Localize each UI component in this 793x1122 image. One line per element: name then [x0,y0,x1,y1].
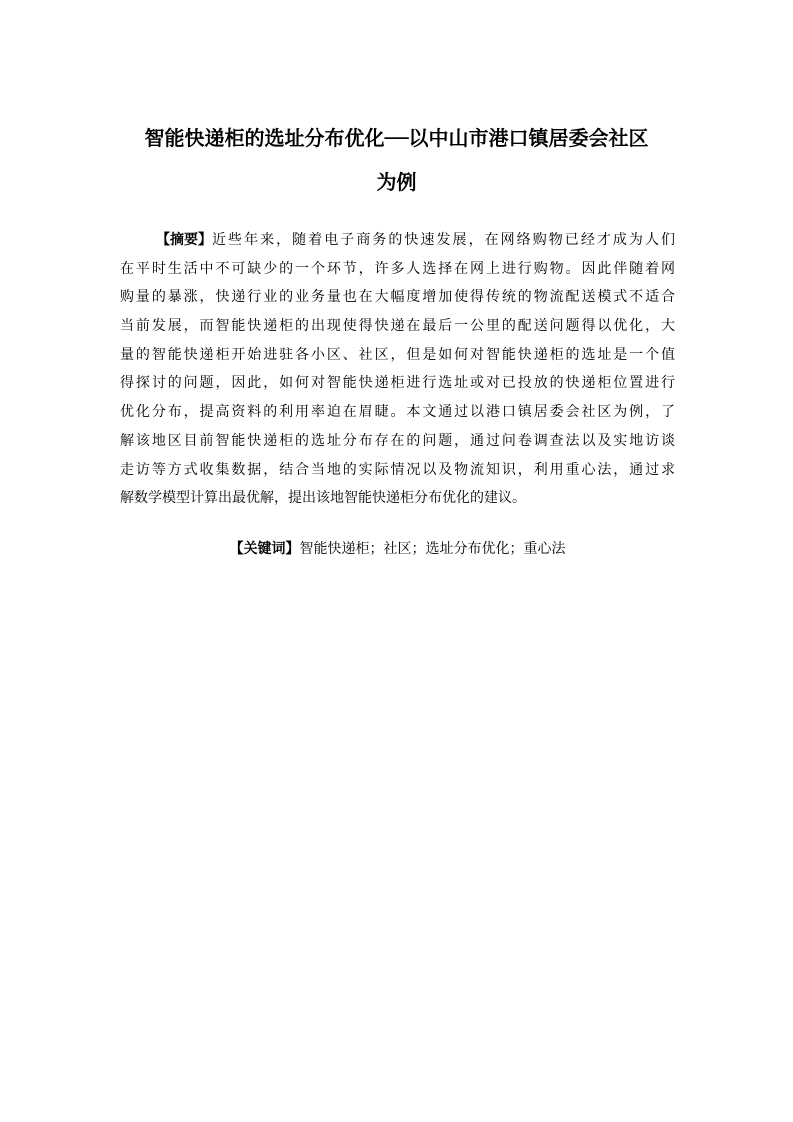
keywords-text: 智能快递柜；社区；选址分布优化；重心法 [299,541,566,557]
abstract-line [120,255,675,284]
abstract-line [120,226,675,255]
keywords-line [120,535,675,563]
abstract-text: 优化分布，提高资料的利用率迫在眉睫。本文通过以港口镇居委会社区为例，了 [120,404,675,421]
abstract-text: 在平时生活中不可缺少的一个环节，许多人选择在网上进行购物。因此伴随着网 [120,260,675,277]
abstract-text: 解数学模型计算出最优解，提出该地智能快递柜分布优化的建议。 [120,490,526,507]
abstract-line [120,456,675,485]
abstract-line [120,341,675,370]
document-title-line-2: 为例 [376,170,417,194]
abstract-line [120,283,675,312]
abstract-line [120,484,675,513]
keywords-label: 【关键词】 [229,541,300,557]
abstract-text: 近些年来，随着电子商务的快速发展，在网络购物已经才成为人们 [212,232,675,248]
abstract-text: 当前发展，而智能快递柜的出现使得快递在最后一公里的配送问题得以优化，大 [120,318,675,335]
abstract-text: 购量的暴涨，快递行业的业务量也在大幅度增加使得传统的物流配送模式不适合 [120,289,675,306]
abstract-text: 得探讨的问题，因此，如何对智能快递柜进行选址或对已投放的快递柜位置进行 [120,375,675,392]
abstract-line [120,312,675,341]
document-title-line-1: 智能快递柜的选址分布优化──以中山市港口镇居委会社区 [144,126,649,150]
abstract-section [120,226,675,513]
abstract-line [120,427,675,456]
abstract-line [120,369,675,398]
abstract-text: 解该地区目前智能快递柜的选址分布存在的问题，通过问卷调查法以及实地访谈 [120,432,675,449]
abstract-text: 走访等方式收集数据，结合当地的实际情况以及物流知识，利用重心法，通过求 [120,461,675,478]
abstract-label: 【摘要】 [156,232,212,248]
abstract-line [120,398,675,427]
abstract-text: 量的智能快递柜开始进驻各小区、社区，但是如何对智能快递柜的选址是一个值 [120,346,675,363]
